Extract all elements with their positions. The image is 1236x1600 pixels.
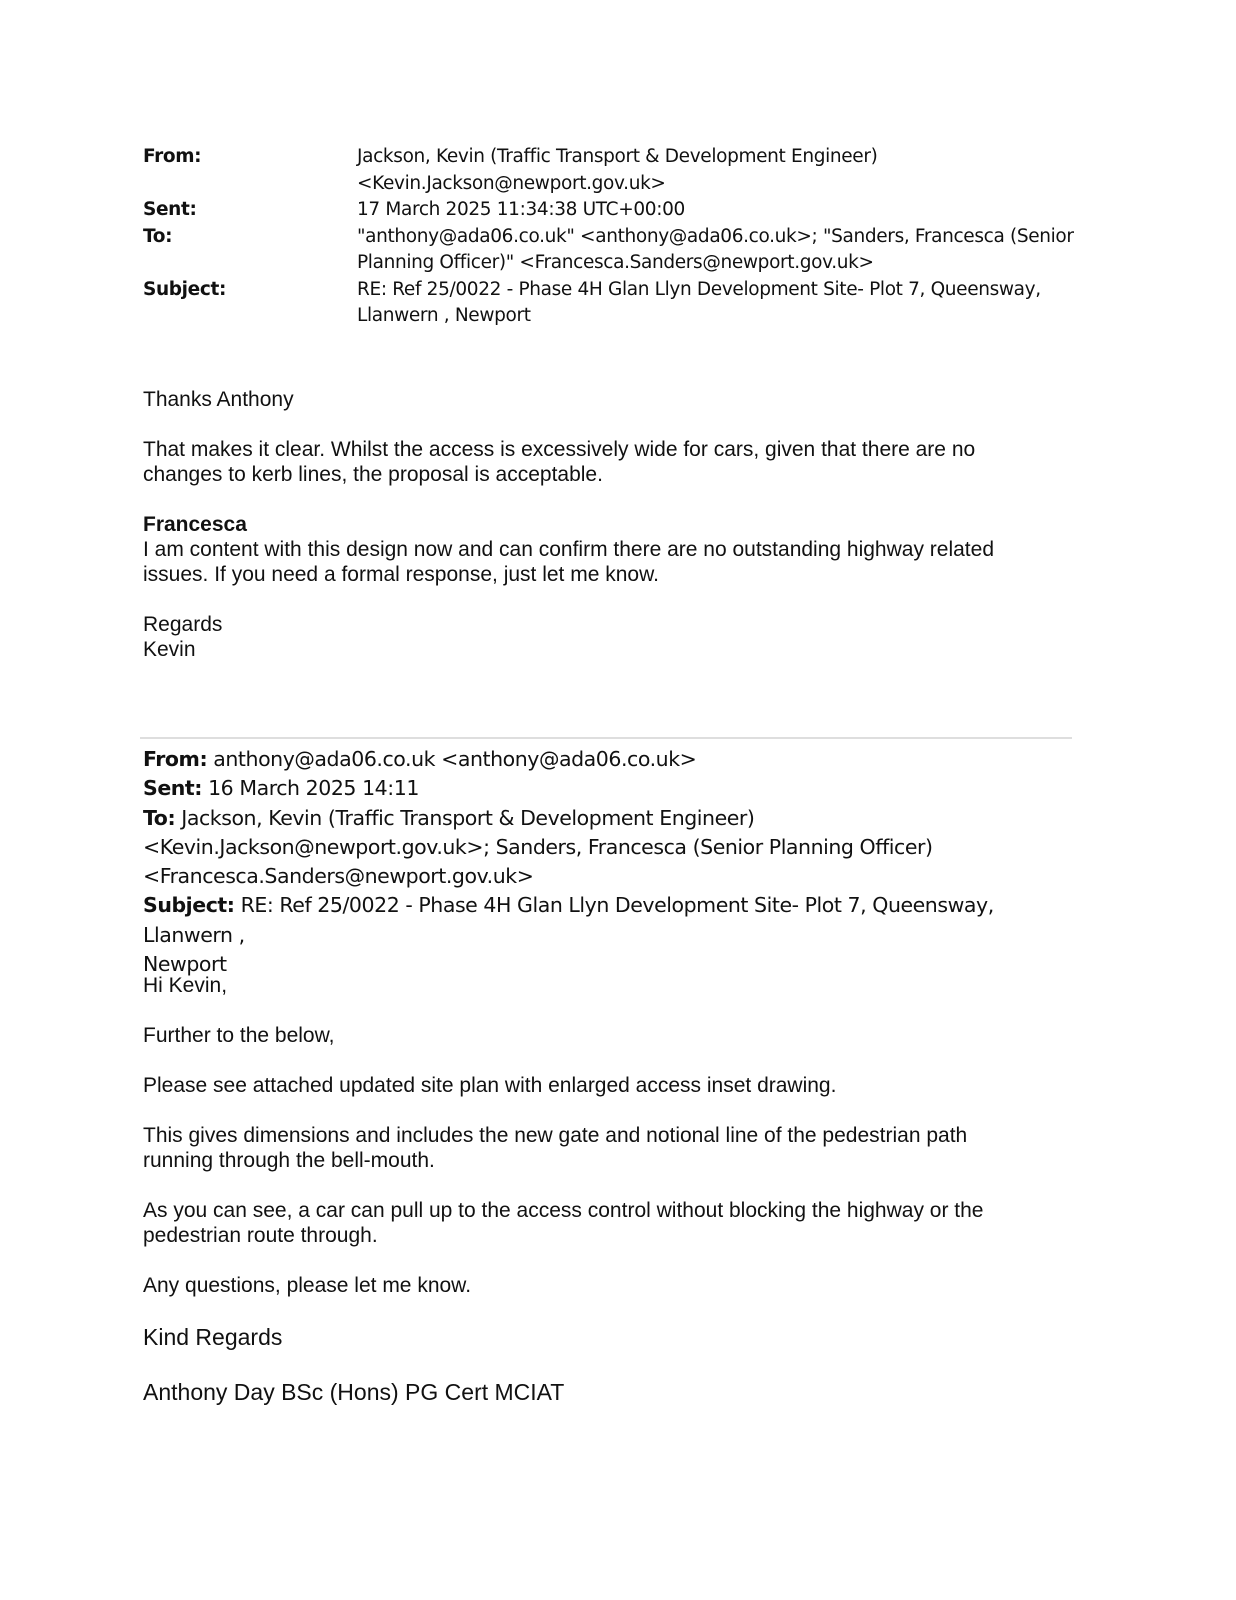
original-paragraph-3-line-1: This gives dimensions and includes the new gate and notional line of the pedestrian path — [143, 1124, 968, 1147]
original-paragraph-3-line-2: running through the bell-mouth. — [143, 1149, 435, 1172]
original-to-value-line-1: Jackson, Kevin (Traffic Transport & Development Engineer) — [181, 805, 755, 830]
original-to-row — [143, 804, 1078, 833]
original-to-value-line-3: <Francesca.Sanders@newport.gov.uk> — [143, 864, 534, 889]
reply-signature: Kevin — [143, 638, 196, 661]
original-subject-row — [143, 891, 1078, 950]
original-signature: Anthony Day BSc (Hons) PG Cert MCIAT — [143, 1379, 565, 1405]
reply-to-row — [143, 224, 1078, 277]
reply-from-row — [143, 144, 1078, 197]
original-paragraph-5: Any questions, please let me know. — [143, 1274, 472, 1297]
reply-paragraph-1-line-1: That makes it clear. Whilst the access is excessively wide for cars, given that there are no — [143, 438, 976, 461]
reply-from-label: From: — [143, 146, 202, 167]
original-subject-label: Subject: — [143, 893, 235, 918]
original-from-label: From: — [143, 747, 208, 771]
reply-email-header — [143, 144, 1078, 330]
original-from-value: anthony@ada06.co.uk <anthony@ada06.co.uk> — [213, 747, 697, 771]
reply-subject-row — [143, 277, 1078, 330]
original-sent-value: 16 March 2025 14:11 — [208, 776, 419, 801]
reply-signoff: Regards — [143, 613, 223, 636]
original-paragraph-1: Further to the below, — [143, 1024, 335, 1047]
original-subject-value-line-1: RE: Ref 25/0022 - Phase 4H Glan Llyn Development Site- Plot 7, Queensway, Llanwern , — [143, 893, 994, 947]
reply-paragraph-1-line-2: changes to kerb lines, the proposal is acceptable. — [143, 463, 603, 486]
reply-sent-value: 17 March 2025 11:34:38 UTC+00:00 — [357, 199, 685, 220]
original-paragraph-2: Please see attached updated site plan with enlarged access inset drawing. — [143, 1074, 837, 1097]
original-paragraph-4-line-2: pedestrian route through. — [143, 1224, 378, 1247]
original-paragraph-4-line-1: As you can see, a car can pull up to the access control without blocking the highway or the — [143, 1199, 984, 1222]
reply-greeting: Thanks Anthony — [143, 388, 294, 411]
original-to-label: To: — [143, 805, 176, 830]
reply-to-value: "anthony@ada06.co.uk" <anthony@ada06.co.uk>; "Sanders, Francesca (Senior Planning Officer)" <Francesca.Sanders@newport.gov.uk> — [357, 225, 1074, 273]
reply-subject-label: Subject: — [143, 278, 227, 300]
original-subject-value-line-2: Newport — [143, 952, 227, 977]
reply-subject-value: RE: Ref 25/0022 - Phase 4H Glan Llyn Development Site- Plot 7, Queensway, Llanwern , Newport — [357, 278, 1041, 326]
original-sent-label: Sent: — [143, 776, 203, 801]
original-from-row — [143, 745, 1078, 774]
message-divider — [140, 737, 1072, 739]
reply-from-value: Jackson, Kevin (Traffic Transport & Development Engineer) <Kevin.Jackson@newport.gov.uk> — [357, 146, 878, 194]
reply-paragraph-2-line-2: issues. If you need a formal response, just let me know. — [143, 563, 659, 586]
reply-sent-label: Sent: — [143, 199, 197, 220]
reply-sent-row — [143, 197, 1078, 224]
reply-paragraph-2-line-1: I am content with this design now and can confirm there are no outstanding highway related — [143, 538, 995, 561]
original-email-header — [143, 745, 1078, 979]
original-sent-row — [143, 774, 1078, 803]
reply-to-label: To: — [143, 225, 173, 247]
original-signoff: Kind Regards — [143, 1324, 283, 1350]
original-greeting: Hi Kevin, — [143, 974, 228, 997]
original-to-value-line-2: <Kevin.Jackson@newport.gov.uk>; Sanders, Francesca (Senior Planning Officer) — [143, 834, 933, 859]
reply-addressee: Francesca — [143, 513, 247, 536]
